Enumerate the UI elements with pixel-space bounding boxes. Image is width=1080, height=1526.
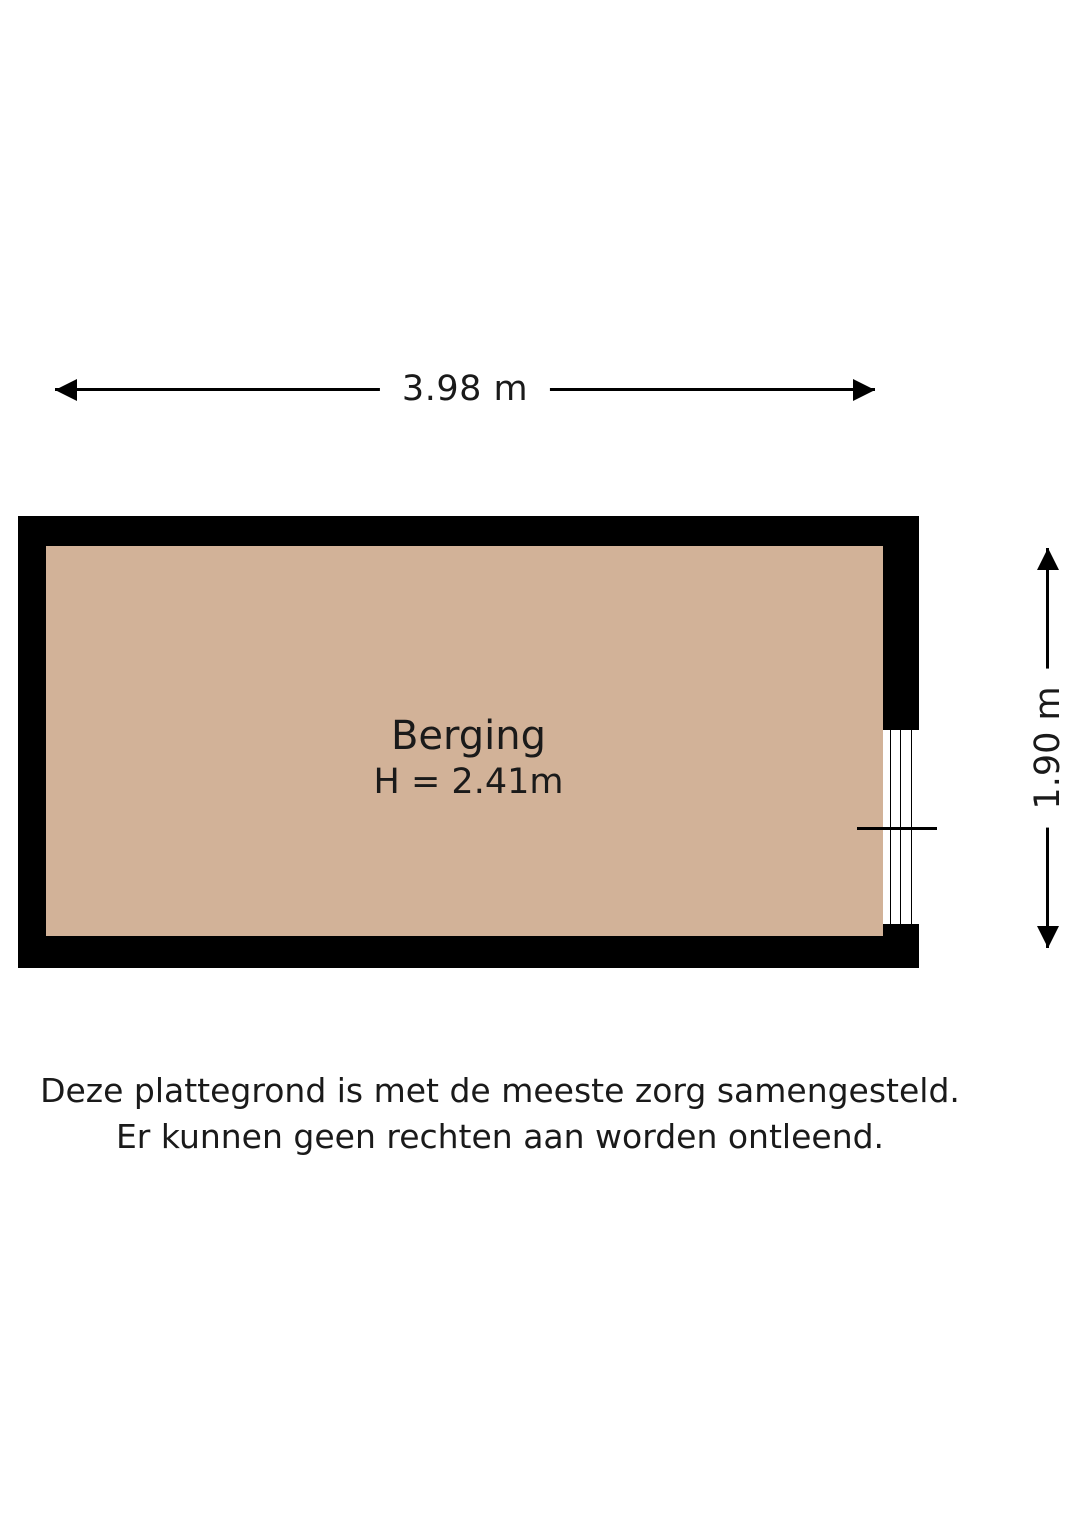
height-dimension bbox=[1018, 548, 1078, 948]
disclaimer-line-1: Deze plattegrond is met de meeste zorg samengesteld. bbox=[40, 1071, 960, 1110]
room-name-label: Berging bbox=[390, 713, 547, 759]
height-dimension-label: 1.90 m bbox=[1022, 668, 1074, 827]
arrow-right-icon bbox=[853, 379, 875, 401]
arrow-left-icon bbox=[55, 379, 77, 401]
disclaimer bbox=[0, 1068, 1000, 1160]
arrow-up-icon bbox=[1037, 548, 1059, 570]
disclaimer-line-2: Er kunnen geen rechten aan worden ontleend. bbox=[115, 1117, 885, 1156]
door-handle-icon bbox=[857, 827, 937, 830]
floorplan-drawing bbox=[18, 516, 919, 968]
width-dimension-label: 3.98 m bbox=[380, 360, 550, 418]
room-height-label: H = 2.41m bbox=[373, 762, 564, 802]
width-dimension bbox=[55, 360, 875, 420]
arrow-down-icon bbox=[1037, 926, 1059, 948]
room-floor-area bbox=[46, 546, 883, 936]
